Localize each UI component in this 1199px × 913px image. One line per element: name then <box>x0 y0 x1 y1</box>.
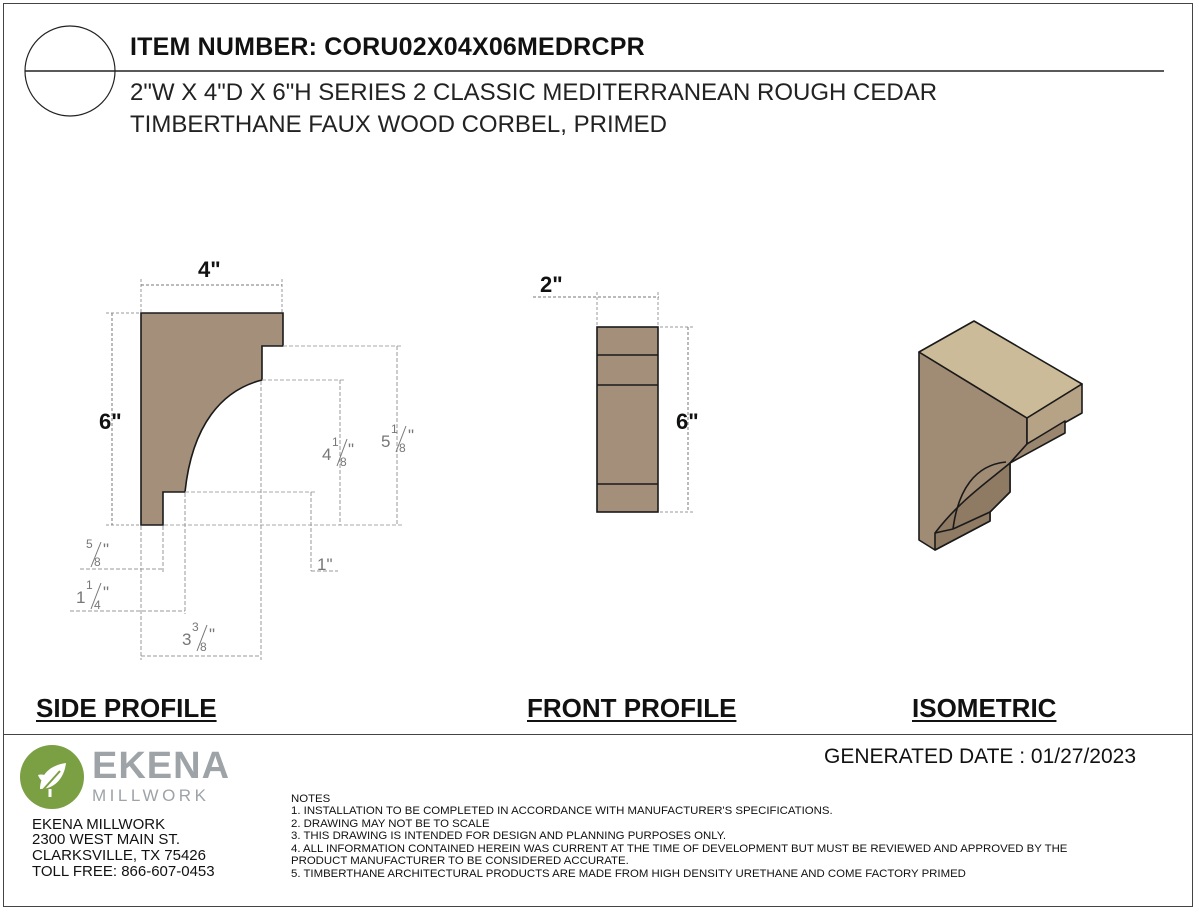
notes-title: NOTES <box>291 793 331 805</box>
leaf-icon <box>20 745 84 809</box>
svg-text:1: 1 <box>76 588 86 607</box>
logo-wordmark: EKENA <box>92 745 231 787</box>
note-4: 4. ALL INFORMATION CONTAINED HEREIN WAS CURRENT AT THE TIME OF DEVELOPMENT BUT MUST BE REVIEWED AND APPROVED BY THE <box>291 843 1068 855</box>
svg-text:": " <box>103 583 110 602</box>
side-profile-shape <box>141 313 283 525</box>
svg-text:1: 1 <box>391 422 398 436</box>
front-profile-drawing <box>533 292 694 512</box>
item-number-title: ITEM NUMBER: CORU02X04X06MEDRCPR <box>130 33 645 61</box>
note-5: 5. TIMBERTHANE ARCHITECTURAL PRODUCTS ARE MADE FROM HIGH DENSITY URETHANE AND COME FACTORY PRIMED <box>291 868 966 880</box>
product-description-line-2: TIMBERTHANE FAUX WOOD CORBEL, PRIMED <box>130 111 667 138</box>
svg-text:5: 5 <box>381 432 391 451</box>
footer-divider <box>3 734 1193 735</box>
svg-text:5: 5 <box>86 537 93 551</box>
front-height-dimension: 6" <box>676 409 699 434</box>
address-line-1: EKENA MILLWORK <box>32 816 166 833</box>
svg-text:4: 4 <box>322 445 332 464</box>
address-line-4: TOLL FREE: 866-607-0453 <box>32 863 215 880</box>
dim-1-1-4 <box>76 578 109 612</box>
note-2: 2. DRAWING MAY NOT BE TO SCALE <box>291 818 490 830</box>
isometric-label: ISOMETRIC <box>912 693 1057 723</box>
svg-text:": " <box>408 426 415 445</box>
side-width-dimension: 4" <box>198 257 221 282</box>
dim-5-1-8 <box>381 422 414 455</box>
logo-mark <box>20 745 84 809</box>
front-profile-label: FRONT PROFILE <box>527 693 737 723</box>
svg-text:8: 8 <box>340 455 347 469</box>
svg-text:1: 1 <box>332 435 339 449</box>
dim-4-1-8 <box>322 435 354 469</box>
side-height-dimension: 6" <box>99 409 122 434</box>
note-3: 3. THIS DRAWING IS INTENDED FOR DESIGN AND PLANNING PURPOSES ONLY. <box>291 830 727 842</box>
svg-text:8: 8 <box>200 640 207 654</box>
svg-text:3: 3 <box>182 630 192 649</box>
svg-text:": " <box>348 440 355 459</box>
svg-text:1: 1 <box>86 578 93 592</box>
dim-5-8 <box>86 537 109 569</box>
svg-text:4: 4 <box>94 598 101 612</box>
dim-1: 1" <box>317 555 333 574</box>
address-line-2: 2300 WEST MAIN ST. <box>32 831 181 848</box>
isometric-drawing <box>919 321 1082 550</box>
svg-text:8: 8 <box>94 555 101 569</box>
note-1: 1. INSTALLATION TO BE COMPLETED IN ACCORDANCE WITH MANUFACTURER'S SPECIFICATIONS. <box>291 805 833 817</box>
address-line-3: CLARKSVILLE, TX 75426 <box>32 847 206 864</box>
svg-text:": " <box>209 625 216 644</box>
side-profile-label: SIDE PROFILE <box>36 693 217 723</box>
note-4-cont: PRODUCT MANUFACTURER TO BE CONSIDERED ACCURATE. <box>291 855 629 867</box>
side-profile-drawing <box>70 279 402 660</box>
product-description-line-1: 2"W X 4"D X 6"H SERIES 2 CLASSIC MEDITERRANEAN ROUGH CEDAR <box>130 79 938 106</box>
dim-3-3-8 <box>182 620 215 654</box>
svg-text:": " <box>103 540 110 559</box>
generated-date: GENERATED DATE : 01/27/2023 <box>824 745 1137 768</box>
logo-subtitle: MILLWORK <box>92 786 210 805</box>
svg-text:3: 3 <box>192 620 199 634</box>
front-width-dimension: 2" <box>540 272 563 297</box>
svg-text:8: 8 <box>399 441 406 455</box>
